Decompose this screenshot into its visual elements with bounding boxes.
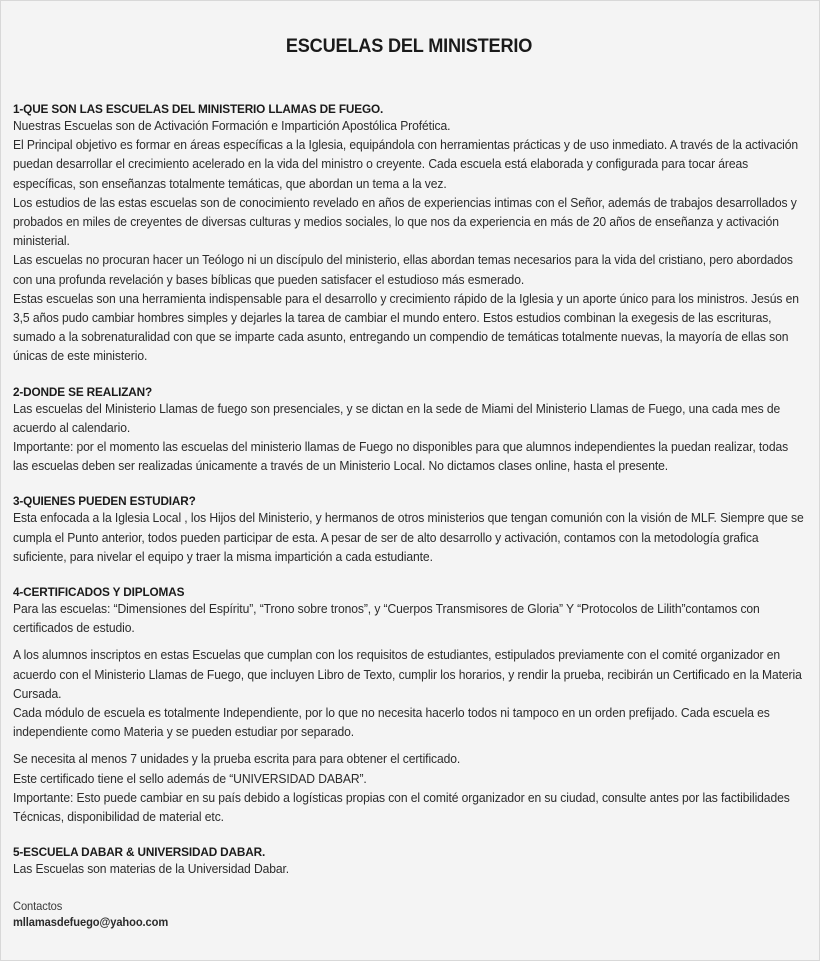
- section-1-paragraph-4: Las escuelas no procuran hacer un Teólogo ni un discípulo del ministerio, ellas abordan temas necesarios para la vida del cristiano, pero abordados con una profunda revelación y bases bíblicas que pueden satisfacer el estudioso más esmerado.: [13, 253, 793, 287]
- section-5: [13, 845, 805, 879]
- spacer: [13, 367, 805, 385]
- page-title: ESCUELAS DEL MINISTERIO: [285, 35, 533, 57]
- section-1-paragraph-3: Los estudios de las estas escuelas son de conocimiento revelado en años de experiencias intimas con el Señor, además de trabajos desarrollados y probados en miles de creyentes de diversas culturas y medios sociales, lo que nos da experiencia en más de 20 años de enseñanza y activación ministerial.: [13, 195, 797, 249]
- spacer: [13, 476, 805, 494]
- section-5-paragraph-1: Las Escuelas son materias de la Universidad Dabar.: [13, 862, 290, 877]
- section-3-paragraph-1: Esta enfocada a la Iglesia Local , los Hijos del Ministerio, y hermanos de otros ministerios que tengan comunión con la visión de MLF. Siempre que se cumpla el Punto anterior, todos pueden participar de esta. A pesar de ser de alto desarrollo y activación, contamos con la metodología grafica suficiente, para nivelar el equipo y traer la misma impartición a cada estudiante.: [13, 511, 804, 564]
- document-body: [13, 102, 805, 932]
- section-4-paragraph-1: Para las escuelas: “Dimensiones del Espíritu”, “Trono sobre tronos”, y “Cuerpos Transmisores de Gloria” Y “Protocolos de Lilith”contamos con certificados de estudio.: [13, 602, 760, 636]
- section-4-paragraph-4: Se necesita al menos 7 unidades y la prueba escrita para para obtener el certificado.: [13, 752, 461, 767]
- spacer: [13, 742, 805, 750]
- section-4: [13, 585, 805, 827]
- contacts-label: Contactos: [13, 899, 63, 913]
- spacer: [13, 827, 805, 845]
- contact-email[interactable]: mllamasdefuego@yahoo.com: [13, 916, 169, 929]
- section-2: [13, 385, 805, 477]
- section-1-paragraph-5: Estas escuelas son una herramienta indispensable para el desarrollo y crecimiento rápido de la Iglesia y un aporte único para los ministros. Jesús en 3,5 años pudo cambiar hombres simples y dejarles la tarea de cambiar el mundo entero. Estos estudios combinan la exegesis de las escrituras, sumado a la sobrenaturalidad con que se imparte cada asunto, entregando un compendio de temáticas totalmente nuevas, la mayoría de ellas son únicas de este ministerio.: [13, 291, 799, 364]
- section-1-paragraph-2: El Principal objetivo es formar en áreas específicas a la Iglesia, equipándola con herramientas prácticas y de uso inmediato. A través de la activación puedan desarrollar el crecimiento acelerado en la vida del ministro o creyente. Cada escuela está elaborada y configurada para tocar áreas específicas, son enseñanzas totalmente temáticas, que abordan un tema a la vez.: [13, 138, 799, 191]
- contacts-block: [13, 899, 773, 932]
- section-4-heading: 4-CERTIFICADOS Y DIPLOMAS: [13, 585, 185, 600]
- section-2-heading: 2-DONDE SE REALIZAN?: [13, 384, 153, 399]
- section-4-paragraph-3: Cada módulo de escuela es totalmente Independiente, por lo que no necesita hacerlo todos ni tampoco en un orden prefijado. Cada escuela es independiente como Materia y se pueden estudiar por separado.: [13, 706, 770, 740]
- section-2-paragraph-2: Importante: por el momento las escuelas del ministerio llamas de Fuego no disponibles para que alumnos independientes la puedan realizar, todas las escuelas deben ser realizadas únicamente a través de un Ministerio Local. No dictamos clases online, hasta el presente.: [13, 440, 789, 474]
- section-3: [13, 494, 805, 567]
- section-1: [13, 102, 805, 367]
- spacer: [13, 567, 805, 585]
- spacer: [13, 638, 805, 646]
- spacer: [13, 880, 805, 899]
- section-4-paragraph-2: A los alumnos inscriptos en estas Escuelas que cumplan con los requisitos de estudiantes, estipulados previamente con el comité organizador en acuerdo con el Ministerio Llamas de Fuego, que incluyen Libro de Texto, cumplir los horarios, y rendir la prueba, recibirán un Certificado en la Materia Cursada.: [13, 648, 802, 701]
- section-3-heading: 3-QUIENES PUEDEN ESTUDIAR?: [13, 494, 196, 509]
- section-2-paragraph-1: Las escuelas del Ministerio Llamas de fuego son presenciales, y se dictan en la sede de Miami del Ministerio Llamas de Fuego, una cada mes de acuerdo al calendario.: [13, 401, 781, 435]
- section-1-heading: 1-QUE SON LAS ESCUELAS DEL MINISTERIO LLAMAS DE FUEGO.: [13, 102, 384, 116]
- section-4-paragraph-6: Importante: Esto puede cambiar en su país debido a logísticas propias con el comité organizador en su ciudad, consulte antes por las factibilidades Técnicas, disponibilidad de material etc.: [13, 790, 790, 825]
- section-1-paragraph-1: Nuestras Escuelas son de Activación Formación e Impartición Apostólica Profética.: [13, 119, 451, 133]
- section-4-paragraph-5: Este certificado tiene el sello además de “UNIVERSIDAD DABAR”.: [13, 771, 367, 786]
- section-5-heading: 5-ESCUELA DABAR & UNIVERSIDAD DABAR.: [13, 845, 266, 860]
